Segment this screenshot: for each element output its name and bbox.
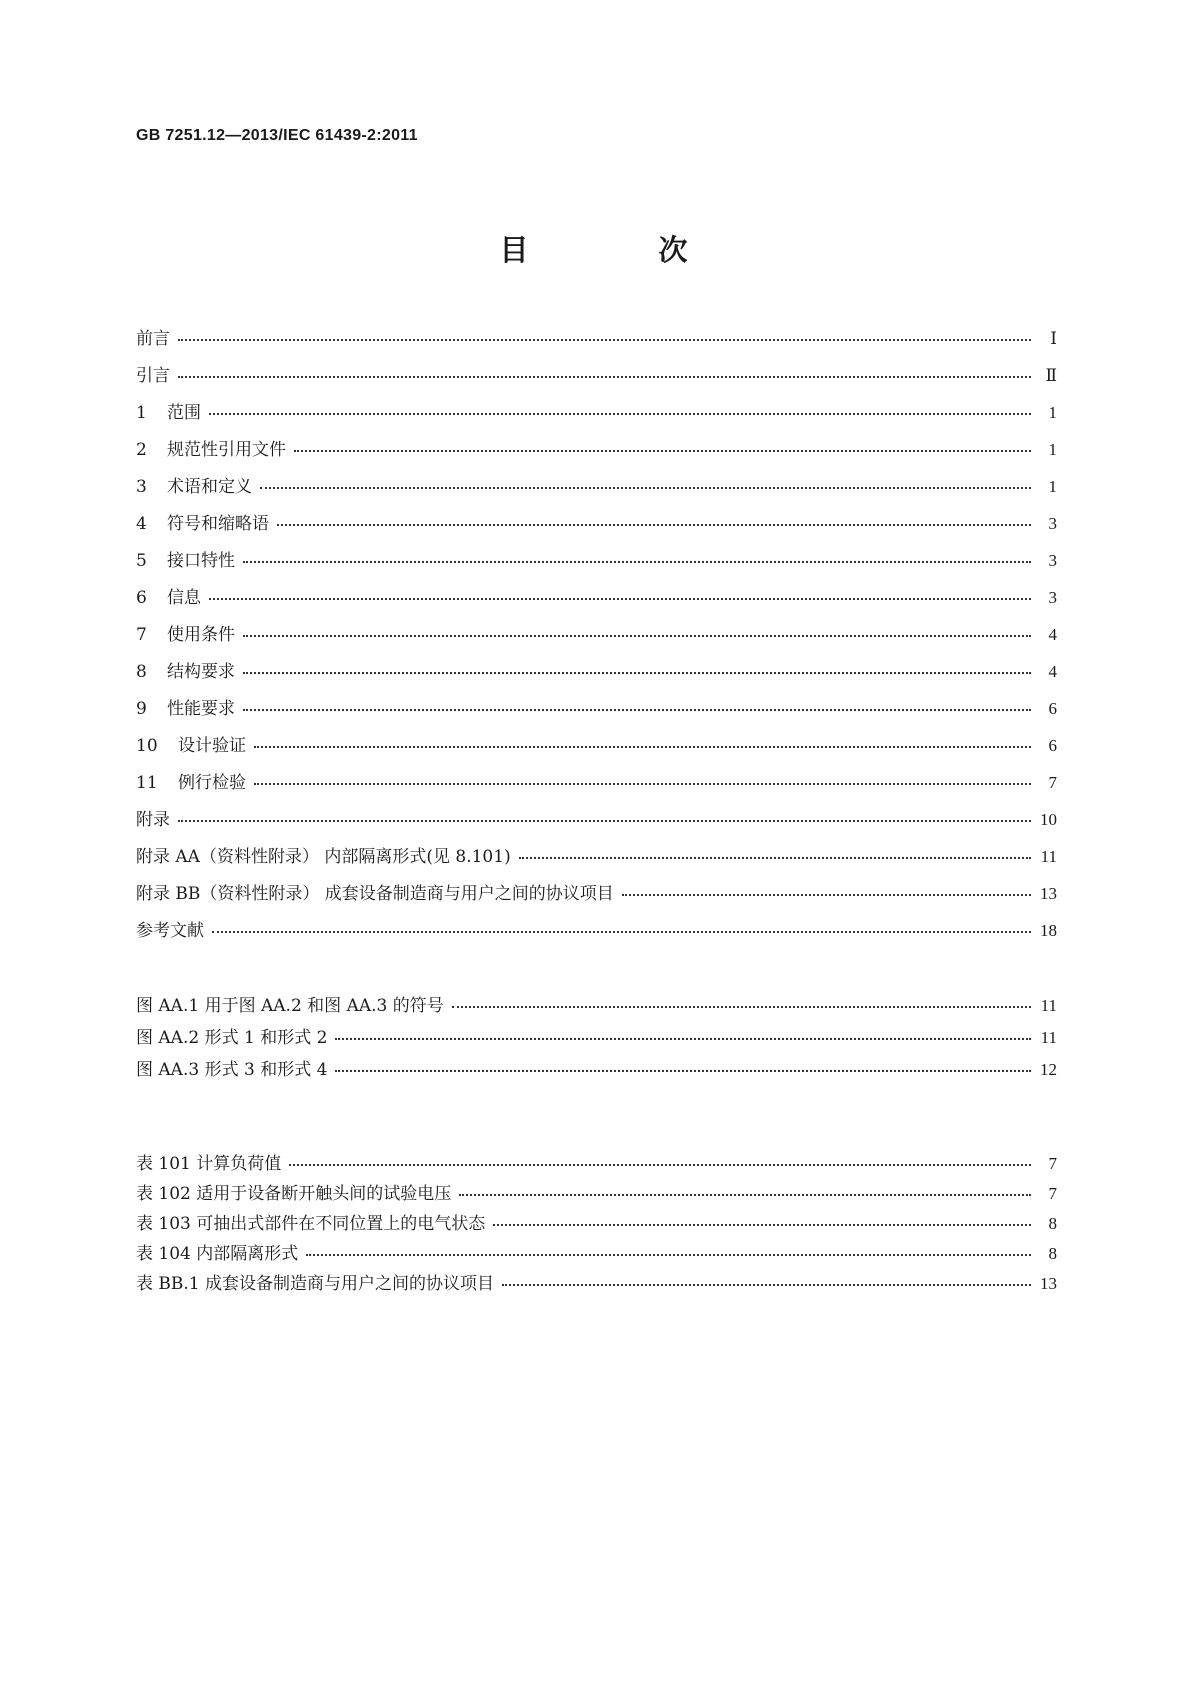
toc-entry[interactable] [136,697,1057,734]
toc-entry-page: 8 [1048,1244,1057,1263]
toc-entry-label [136,331,178,348]
toc-entry-number: 10 [136,736,158,756]
toc-entry-label [136,775,254,792]
toc-dot-leader [209,401,1031,418]
toc-entry-text: 设计验证 [178,736,246,756]
toc-entry-number: 11 [136,773,158,793]
toc-entry-text: 表 104 内部隔离形式 [136,1244,299,1264]
toc-entry-text: 符号和缩略语 [167,514,269,534]
toc-entry-label [136,590,209,607]
toc-entry[interactable] [136,1026,1057,1058]
toc-main-list [136,327,1057,956]
toc-entry-text: 附录 AA（资料性附录） 内部隔离形式(见 8.101) [136,847,511,867]
toc-entry-number: 9 [136,699,147,719]
toc-entry-label [136,1216,493,1233]
toc-entry-label [136,701,243,718]
toc-entry-number: 4 [136,514,147,534]
toc-figures-list [136,994,1057,1090]
toc-entry-text: 例行检验 [178,773,246,793]
toc-entry[interactable] [136,549,1057,586]
toc-entry-page: 13 [1040,884,1057,903]
toc-dot-leader [212,919,1031,936]
toc-entry-text: 表 101 计算负荷值 [136,1154,282,1174]
toc-entry-page: 11 [1040,1028,1057,1047]
toc-dot-leader [335,1026,1031,1043]
toc-entry-text: 性能要求 [167,699,235,719]
toc-entry-text: 表 102 适用于设备断开触头间的试验电压 [136,1184,452,1204]
toc-entry[interactable] [136,771,1057,808]
toc-entry-text: 信息 [167,588,201,608]
toc-entry-text: 接口特性 [167,551,235,571]
toc-entry[interactable] [136,1242,1057,1272]
toc-entry[interactable] [136,919,1057,956]
toc-dot-leader [306,1242,1031,1259]
toc-entry-text: 使用条件 [167,625,235,645]
toc-dot-leader [519,845,1031,862]
toc-entry[interactable] [136,808,1057,845]
toc-entry-number: 6 [136,588,147,608]
toc-dot-leader [277,512,1031,529]
toc-entry-page: 7 [1048,1154,1057,1173]
toc-entry-label [136,1062,335,1079]
toc-entry-text: 前言 [136,329,170,349]
toc-dot-leader [243,697,1031,714]
toc-entry-page: Ⅱ [1045,366,1057,385]
toc-entry-page: 4 [1048,625,1057,644]
toc-entry-number: 3 [136,477,147,497]
toc-entry-page: 7 [1048,773,1057,792]
toc-entry-label [136,1186,459,1203]
toc-entry-text: 图 AA.3 形式 3 和形式 4 [136,1060,328,1080]
toc-entry-page: 7 [1048,1184,1057,1203]
toc-dot-leader [452,994,1031,1011]
toc-entry[interactable] [136,994,1057,1026]
toc-entry-text: 引言 [136,366,170,386]
toc-entry-text: 范围 [167,403,201,423]
toc-entry-page: 13 [1040,1274,1057,1293]
toc-entry-text: 附录 BB（资料性附录） 成套设备制造商与用户之间的协议项目 [136,884,614,904]
toc-entry-page: 1 [1048,403,1057,422]
toc-entry-text: 表 103 可抽出式部件在不同位置上的电气状态 [136,1214,486,1234]
page-title: 目 次 [499,233,748,267]
toc-dot-leader [294,438,1031,455]
toc-entry-page: 6 [1048,736,1057,755]
toc-entry-label [136,1156,289,1173]
toc-entry-text: 附录 [136,810,170,830]
toc-dot-leader [243,660,1031,677]
toc-dot-leader [459,1182,1031,1199]
toc-entry-text: 术语和定义 [167,477,252,497]
toc-dot-leader [178,808,1031,825]
toc-entry-label [136,998,452,1015]
toc-dot-leader [254,771,1031,788]
toc-dot-leader [243,549,1031,566]
toc-entry-page: 1 [1048,440,1057,459]
toc-entry-label [136,368,178,385]
toc-entry-label [136,516,277,533]
toc-entry[interactable] [136,401,1057,438]
toc-entry-label [136,738,254,755]
toc-entry-number: 2 [136,440,147,460]
toc-entry[interactable] [136,438,1057,475]
toc-dot-leader [209,586,1031,603]
standard-code-header: GB 7251.12—2013/IEC 61439-2:2011 [136,127,418,144]
toc-entry[interactable] [136,475,1057,512]
toc-entry[interactable] [136,327,1057,364]
toc-entry-number: 1 [136,403,147,423]
toc-entry-label [136,849,519,866]
toc-entry-text: 结构要求 [167,662,235,682]
toc-entry-page: 3 [1048,551,1057,570]
toc-dot-leader [493,1212,1031,1229]
toc-entry-number: 8 [136,662,147,682]
toc-entry[interactable] [136,734,1057,771]
toc-entry-page: 11 [1040,996,1057,1015]
toc-entry-number: 5 [136,551,147,571]
toc-entry-label [136,812,178,829]
toc-dot-leader [260,475,1031,492]
toc-entry-label [136,886,622,903]
toc-entry-label [136,479,260,496]
toc-entry[interactable] [136,364,1057,401]
toc-dot-leader [335,1058,1031,1075]
toc-entry-text: 表 BB.1 成套设备制造商与用户之间的协议项目 [136,1274,495,1294]
toc-dot-leader [243,623,1031,640]
toc-entry[interactable] [136,845,1057,882]
toc-entry-page: 18 [1040,921,1057,940]
toc-entry-label [136,923,212,940]
toc-entry-text: 图 AA.2 形式 1 和形式 2 [136,1028,328,1048]
toc-entry-label [136,1276,502,1293]
toc-entry-text: 参考文献 [136,921,204,941]
toc-dot-leader [502,1272,1031,1289]
toc-entry[interactable] [136,586,1057,623]
toc-entry[interactable] [136,623,1057,660]
toc-entry-label [136,1246,306,1263]
toc-entry-page: 1 [1048,477,1057,496]
toc-entry[interactable] [136,1212,1057,1242]
toc-entry[interactable] [136,512,1057,549]
toc-entry-label [136,1030,335,1047]
toc-entry[interactable] [136,882,1057,919]
toc-entry-text: 规范性引用文件 [167,440,286,460]
toc-entry-page: 12 [1040,1060,1057,1079]
toc-entry[interactable] [136,660,1057,697]
toc-entry-page: 6 [1048,699,1057,718]
toc-entry-label [136,405,209,422]
toc-entry-text: 图 AA.1 用于图 AA.2 和图 AA.3 的符号 [136,996,444,1016]
toc-entry-label [136,627,243,644]
toc-entry-page: 11 [1040,847,1057,866]
toc-entry-label [136,664,243,681]
toc-entry-page: 10 [1040,810,1057,829]
toc-entry-page: 4 [1048,662,1057,681]
toc-entry-page: 3 [1048,514,1057,533]
toc-dot-leader [254,734,1031,751]
toc-dot-leader [289,1152,1031,1169]
toc-entry-label [136,553,243,570]
toc-dot-leader [178,364,1031,381]
toc-entry-number: 7 [136,625,147,645]
toc-dot-leader [178,327,1031,344]
toc-entry-label [136,442,294,459]
toc-entry-page: Ⅰ [1050,329,1057,348]
toc-entry[interactable] [136,1152,1057,1182]
toc-tables-list [136,1152,1057,1302]
toc-entry[interactable] [136,1058,1057,1090]
toc-entry[interactable] [136,1272,1057,1302]
toc-entry[interactable] [136,1182,1057,1212]
toc-entry-page: 3 [1048,588,1057,607]
toc-dot-leader [622,882,1031,899]
toc-entry-page: 8 [1048,1214,1057,1233]
